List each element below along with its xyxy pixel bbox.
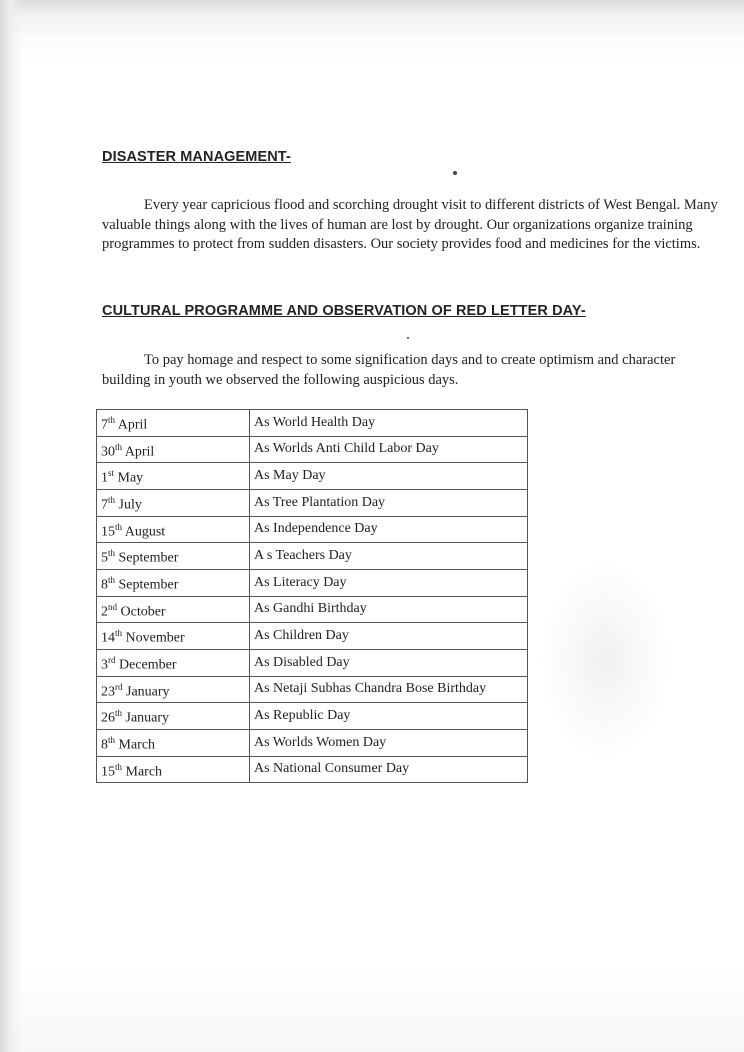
date-month: September <box>118 550 179 566</box>
date-ordinal-suffix: rd <box>108 654 116 665</box>
date-month: January <box>126 684 170 700</box>
date-day: 7 <box>101 497 108 513</box>
date-day: 14 <box>101 630 115 646</box>
date-month: March <box>118 737 156 753</box>
observance-row <box>97 489 528 516</box>
observance-event: As Worlds Women Day <box>250 729 528 756</box>
date-ordinal-suffix: th <box>108 574 116 585</box>
date-ordinal-suffix: rd <box>115 681 123 692</box>
date-month: August <box>124 524 166 540</box>
date-month: November <box>125 630 185 646</box>
date-ordinal-suffix: th <box>108 734 116 745</box>
date-ordinal-suffix: th <box>115 521 123 532</box>
observance-row <box>97 596 528 623</box>
date-month: March <box>125 764 163 780</box>
observance-date <box>97 463 250 490</box>
observance-event: As National Consumer Day <box>250 756 528 783</box>
date-day: 7 <box>101 417 108 433</box>
date-day: 5 <box>101 550 108 566</box>
section-heading-disaster: DISASTER MANAGEMENT- <box>102 149 291 165</box>
observance-date <box>97 729 250 756</box>
observance-event: A s Teachers Day <box>250 543 528 570</box>
date-ordinal-suffix: th <box>115 708 123 719</box>
observance-date <box>97 649 250 676</box>
date-month: April <box>124 444 155 460</box>
date-month: December <box>119 657 177 673</box>
date-day: 2 <box>101 604 108 620</box>
date-day: 8 <box>101 577 108 593</box>
date-ordinal-suffix: th <box>115 441 123 452</box>
observance-event: As Literacy Day <box>250 569 528 596</box>
observance-row <box>97 729 528 756</box>
ink-speck <box>407 337 409 339</box>
date-ordinal-suffix: th <box>108 415 116 425</box>
observance-row <box>97 756 528 783</box>
observance-date <box>97 703 250 730</box>
date-day: 15 <box>101 764 115 780</box>
paragraph-disaster: Every year capricious flood and scorching drought visit to different districts of West Bengal. Many valuable things along with the lives of human are lost by drought. Our organizations organize training programmes to protect from sudden disasters. Our society provides food and medicines for the victims. <box>102 197 718 252</box>
scan-edge-shadow <box>0 0 22 1052</box>
observance-date <box>97 756 250 783</box>
date-day: 3 <box>101 657 108 673</box>
date-ordinal-suffix: th <box>108 548 116 559</box>
observance-event: As Gandhi Birthday <box>250 596 528 623</box>
section-heading-cultural: CULTURAL PROGRAMME AND OBSERVATION OF RED LETTER DAY- <box>102 303 586 319</box>
observance-event: As Tree Plantation Day <box>250 489 528 516</box>
observance-row <box>97 703 528 730</box>
observance-row <box>97 676 528 703</box>
observance-event: As Republic Day <box>250 703 528 730</box>
date-day: 8 <box>101 737 108 753</box>
date-month: October <box>120 604 166 620</box>
observance-date <box>97 623 250 650</box>
paragraph-cultural: To pay homage and respect to some signification days and to create optimism and character building in youth we observed the following auspicious days. <box>102 352 676 388</box>
observance-row <box>97 623 528 650</box>
observance-date <box>97 543 250 570</box>
observance-date <box>97 516 250 543</box>
observance-row <box>97 410 528 437</box>
date-ordinal-suffix: st <box>108 468 115 479</box>
observance-date <box>97 596 250 623</box>
date-month: September <box>118 577 179 593</box>
observance-row <box>97 463 528 490</box>
observance-event: As May Day <box>250 463 528 490</box>
observance-row <box>97 436 528 463</box>
date-month: January <box>125 710 170 726</box>
observance-row <box>97 516 528 543</box>
ink-speck <box>453 171 457 175</box>
observance-row <box>97 569 528 596</box>
observance-row <box>97 543 528 570</box>
observance-date <box>97 410 250 437</box>
observance-event: As Independence Day <box>250 516 528 543</box>
observance-event: As Children Day <box>250 623 528 650</box>
date-day: 1 <box>101 470 108 486</box>
date-ordinal-suffix: nd <box>108 601 117 612</box>
date-ordinal-suffix: th <box>108 494 116 505</box>
scan-top-shadow <box>0 0 744 40</box>
date-day: 30 <box>101 444 115 460</box>
observance-event: As Worlds Anti Child Labor Day <box>250 436 528 463</box>
observances-table <box>96 409 528 783</box>
bleed-through-smudge <box>540 560 670 760</box>
date-day: 15 <box>101 524 115 540</box>
observance-date <box>97 676 250 703</box>
observance-event: As World Health Day <box>250 410 528 437</box>
date-day: 26 <box>101 710 115 726</box>
observance-event: As Disabled Day <box>250 649 528 676</box>
observance-date <box>97 489 250 516</box>
date-ordinal-suffix: th <box>115 628 123 639</box>
observance-date <box>97 436 250 463</box>
date-ordinal-suffix: th <box>115 761 123 772</box>
date-month: April <box>117 417 148 433</box>
date-month: July <box>118 497 142 513</box>
date-month: May <box>117 470 144 486</box>
date-day: 23 <box>101 684 115 700</box>
observance-event: As Netaji Subhas Chandra Bose Birthday <box>250 676 528 703</box>
observance-date <box>97 569 250 596</box>
observance-row <box>97 649 528 676</box>
